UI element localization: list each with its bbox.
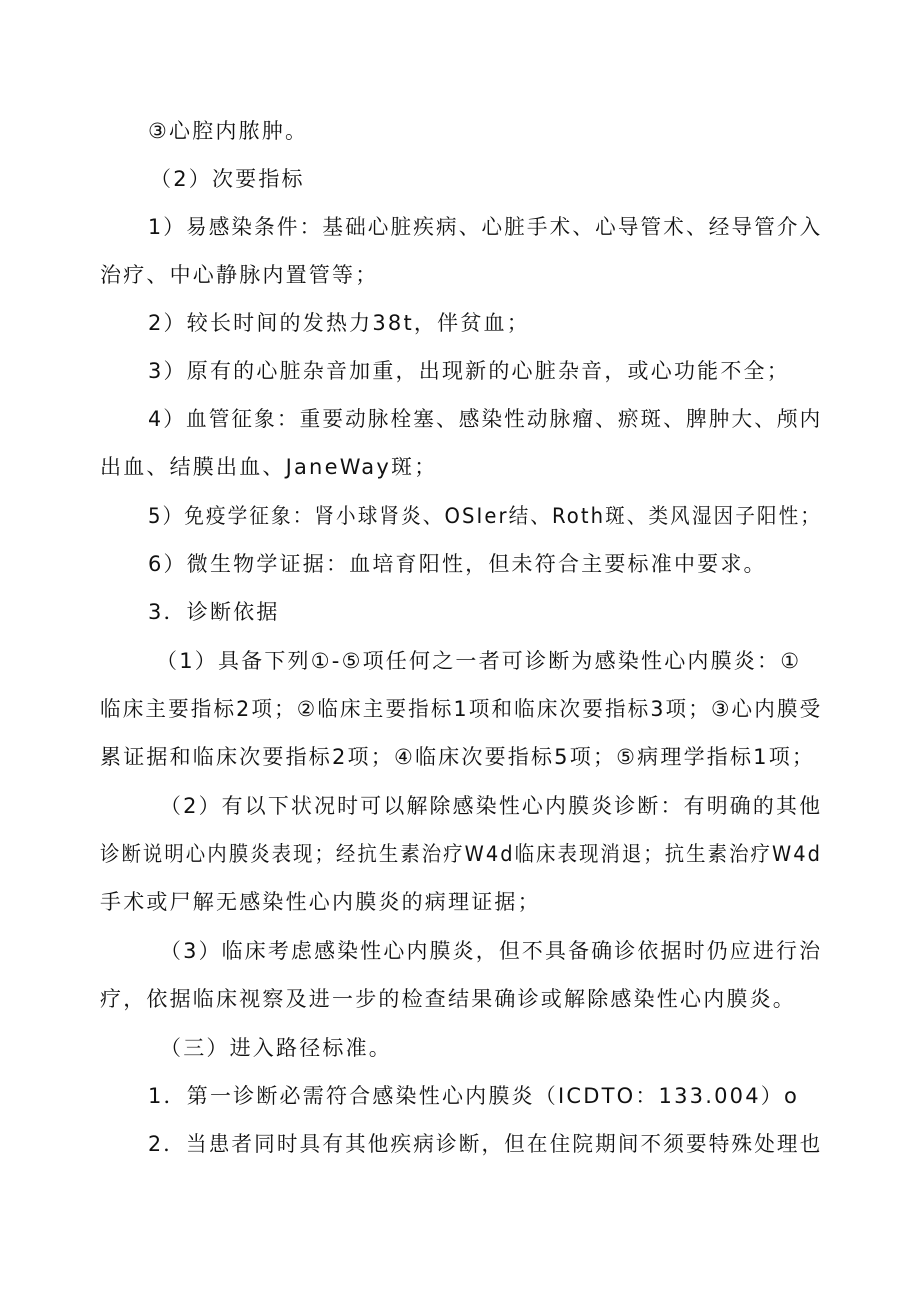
text-line: 3）原有的心脏杂音加重，出现新的心脏杂音，或心功能不全； (148, 359, 790, 383)
text-line: 临床主要指标2项；②临床主要指标1项和临床次要指标3项；③心内膜受 (100, 697, 823, 721)
text-line: 1）易感染条件：基础心脏疾病、心脏手术、心导管术、经导管介入 (148, 215, 823, 239)
text-line: 诊断说明心内膜炎表现；经抗生素治疗W4d临床表现消退；抗生素治疗W4d (100, 842, 822, 866)
text-line: （2）次要指标 (150, 167, 305, 191)
text-line: （三）进入路径标准。 (160, 1036, 392, 1060)
text-line: 1．第一诊断必需符合感染性心内膜炎（ICDTO：133.004）o (148, 1084, 800, 1108)
text-line: ③心腔内脓肿。 (148, 119, 309, 143)
text-line: 2．当患者同时具有其他疾病诊断，但在住院期间不须要特殊处理也 (148, 1132, 823, 1156)
text-line: 疗，依据临床视察及进一步的检查结果确诊或解除感染性心内膜炎。 (100, 987, 796, 1011)
text-line: 治疗、中心静脉内置管等； (100, 263, 379, 287)
text-line: 2）较长时间的发热力38t，伴贫血； (148, 311, 530, 335)
text-line: 累证据和临床次要指标2项；④临床次要指标5项；⑤病理学指标1项； (100, 745, 816, 769)
text-line: 6）微生物学证据：血培育阳性，但未符合主要标准中要求。 (148, 552, 767, 576)
text-line: （3）临床考虑感染性心内膜炎，但不具备确诊依据时仍应进行治 (160, 939, 823, 963)
text-line: 5）免疫学征象：肾小球肾炎、OSIer结、Roth斑、类风湿因子阳性； (148, 504, 823, 528)
text-line: （2）有以下状况时可以解除感染性心内膜炎诊断：有明确的其他 (160, 794, 823, 818)
text-line: 3．诊断依据 (148, 600, 280, 624)
text-line: 出血、结膜出血、JaneWay斑； (100, 455, 438, 479)
text-line: （1）具备下列①-⑤项任何之一者可诊断为感染性心内膜炎：① (156, 649, 802, 673)
text-line: 4）血管征象：重要动脉栓塞、感染性动脉瘤、瘀斑、脾肿大、颅内 (148, 407, 823, 431)
text-line: 手术或尸解无感染性心内膜炎的病理证据； (100, 890, 541, 914)
